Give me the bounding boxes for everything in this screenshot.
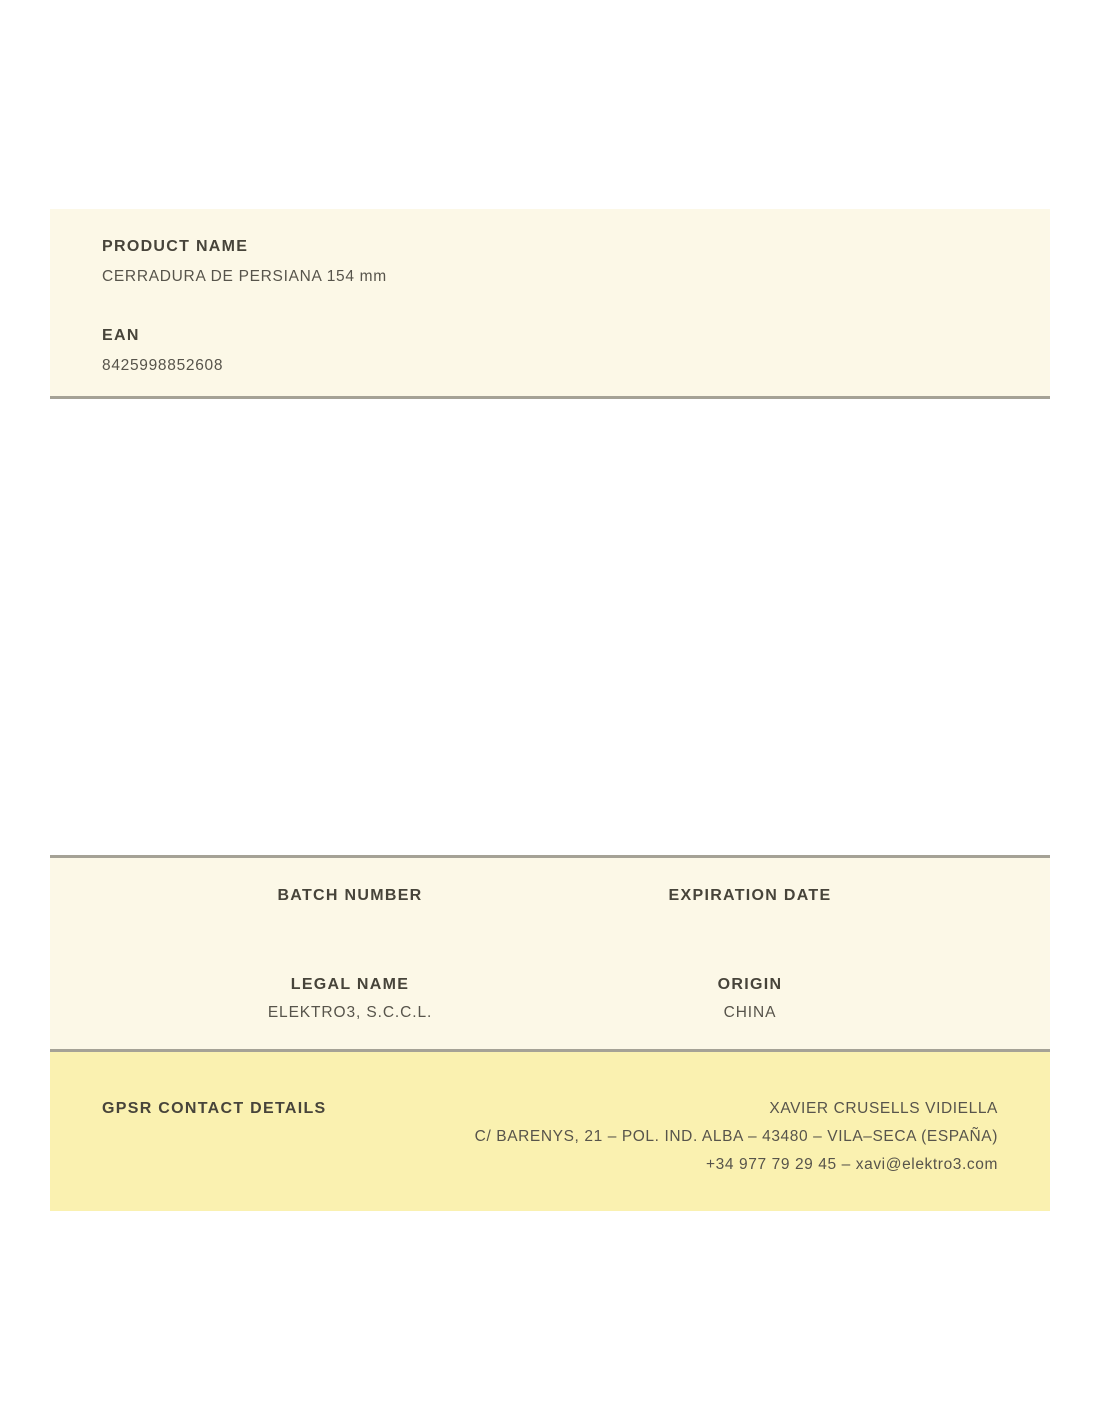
expiration-date-field [550, 886, 950, 905]
ean-label: EAN [102, 327, 140, 344]
batch-info-section [50, 855, 1050, 1052]
batch-info-grid [150, 886, 950, 1022]
legal-name-field [150, 975, 550, 1022]
origin-label: ORIGIN [717, 976, 783, 993]
origin-value: CHINA [723, 1004, 777, 1021]
batch-number-label: BATCH NUMBER [277, 887, 423, 904]
gpsr-contact-phone-email: +34 977 79 29 45 – xavi@elektro3.com [706, 1156, 998, 1173]
gpsr-contact-label: GPSR CONTACT DETAILS [102, 1100, 327, 1117]
product-info-section [50, 209, 1050, 399]
batch-number-field [150, 886, 550, 905]
ean-value: 8425998852608 [102, 357, 224, 374]
expiration-date-label: EXPIRATION DATE [668, 887, 832, 904]
product-name-value: CERRADURA DE PERSIANA 154 mm [102, 268, 387, 285]
product-name-label: PRODUCT NAME [102, 238, 249, 255]
ean-field [102, 326, 998, 375]
gpsr-contact-name: XAVIER CRUSELLS VIDIELLA [769, 1100, 998, 1117]
gpsr-contact-block [475, 1095, 998, 1179]
gpsr-contact-section [50, 1052, 1050, 1211]
origin-field [550, 975, 950, 1022]
legal-name-label: LEGAL NAME [290, 976, 410, 993]
legal-name-value: ELEKTRO3, S.C.C.L. [267, 1004, 433, 1021]
gpsr-contact-address: C/ BARENYS, 21 – POL. IND. ALBA – 43480 – VILA–SECA (ESPAÑA) [474, 1128, 998, 1145]
product-name-field [102, 237, 998, 286]
